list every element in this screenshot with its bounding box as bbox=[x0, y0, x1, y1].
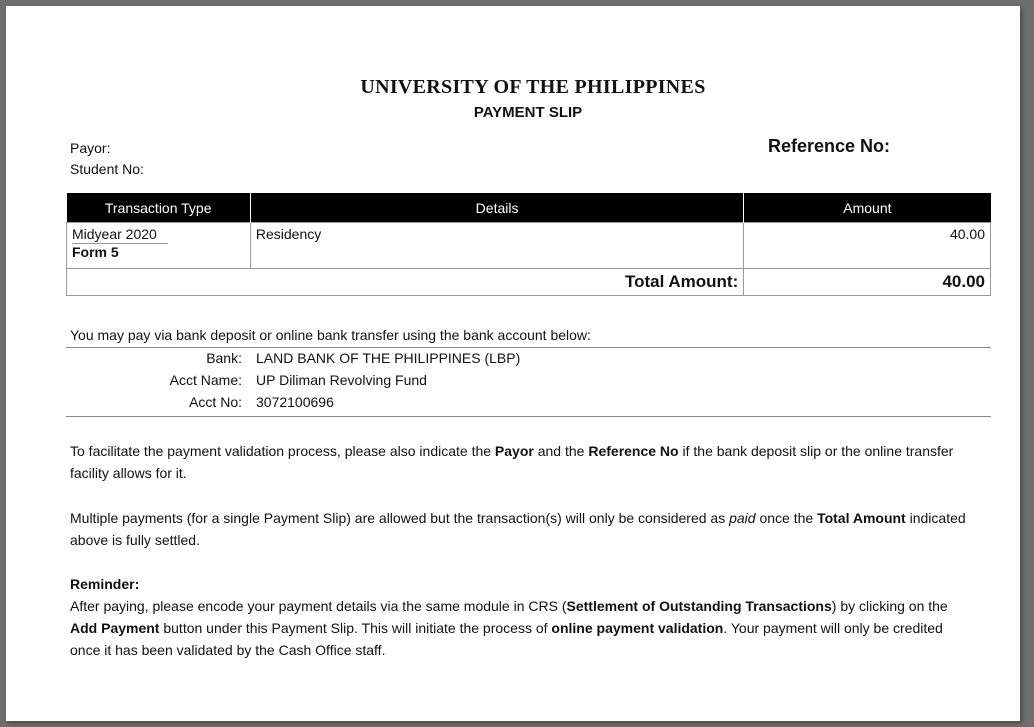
transaction-term: Midyear 2020 bbox=[72, 226, 168, 244]
payment-slip-page bbox=[6, 6, 1020, 721]
total-amount-label: Total Amount: bbox=[67, 269, 744, 296]
reference-no-label: Reference No: bbox=[768, 136, 891, 156]
total-amount-value: 40.00 bbox=[744, 269, 991, 296]
transaction-form: Form 5 bbox=[72, 244, 119, 260]
validation-paragraph: To facilitate the payment validation process, please also indicate the Payor and the Reference No if the bank deposit slip or the online transfer facility allows for it. bbox=[70, 443, 954, 481]
amount-cell: 40.00 bbox=[744, 223, 991, 269]
acct-no-value: 3072100696 bbox=[256, 394, 334, 410]
divider bbox=[66, 416, 991, 417]
student-no-label: Student No: bbox=[70, 161, 144, 177]
acct-no-label: Acct No: bbox=[189, 394, 242, 410]
table-row bbox=[67, 223, 991, 269]
total-row bbox=[67, 269, 991, 296]
bank-label: Bank: bbox=[206, 350, 242, 366]
bank-value: LAND BANK OF THE PHILIPPINES (LBP) bbox=[256, 350, 521, 366]
transaction-table bbox=[66, 193, 991, 296]
transaction-type-cell bbox=[67, 223, 251, 269]
payor-label: Payor: bbox=[70, 140, 111, 156]
bank-intro-text: You may pay via bank deposit or online bank transfer using the bank account below: bbox=[70, 327, 591, 343]
slip-title: PAYMENT SLIP bbox=[473, 104, 583, 121]
column-header-amount: Amount bbox=[744, 193, 991, 223]
column-header-details: Details bbox=[250, 193, 743, 223]
university-title: UNIVERSITY OF THE PHILIPPINES bbox=[360, 76, 706, 98]
divider bbox=[66, 347, 991, 348]
reminder-title: Reminder: bbox=[70, 576, 140, 592]
acct-name-label: Acct Name: bbox=[169, 372, 242, 388]
multiple-payments-paragraph: Multiple payments (for a single Payment Slip) are allowed but the transaction(s) will only be considered as paid once the Total Amount indicated above is fully settled. bbox=[70, 510, 966, 548]
table-header-row bbox=[67, 193, 991, 223]
details-cell: Residency bbox=[250, 223, 743, 269]
acct-name-value: UP Diliman Revolving Fund bbox=[256, 372, 427, 388]
column-header-transaction-type: Transaction Type bbox=[67, 193, 251, 223]
reminder-paragraph: After paying, please encode your payment details via the same module in CRS (Settlement of Outstanding Transactions) by clicking on the Add Payment button under this Payment Slip. This will initiate the process of online payment validation. Your payment will only be credited once it has been validated by the Cash Office staff. bbox=[70, 598, 948, 658]
